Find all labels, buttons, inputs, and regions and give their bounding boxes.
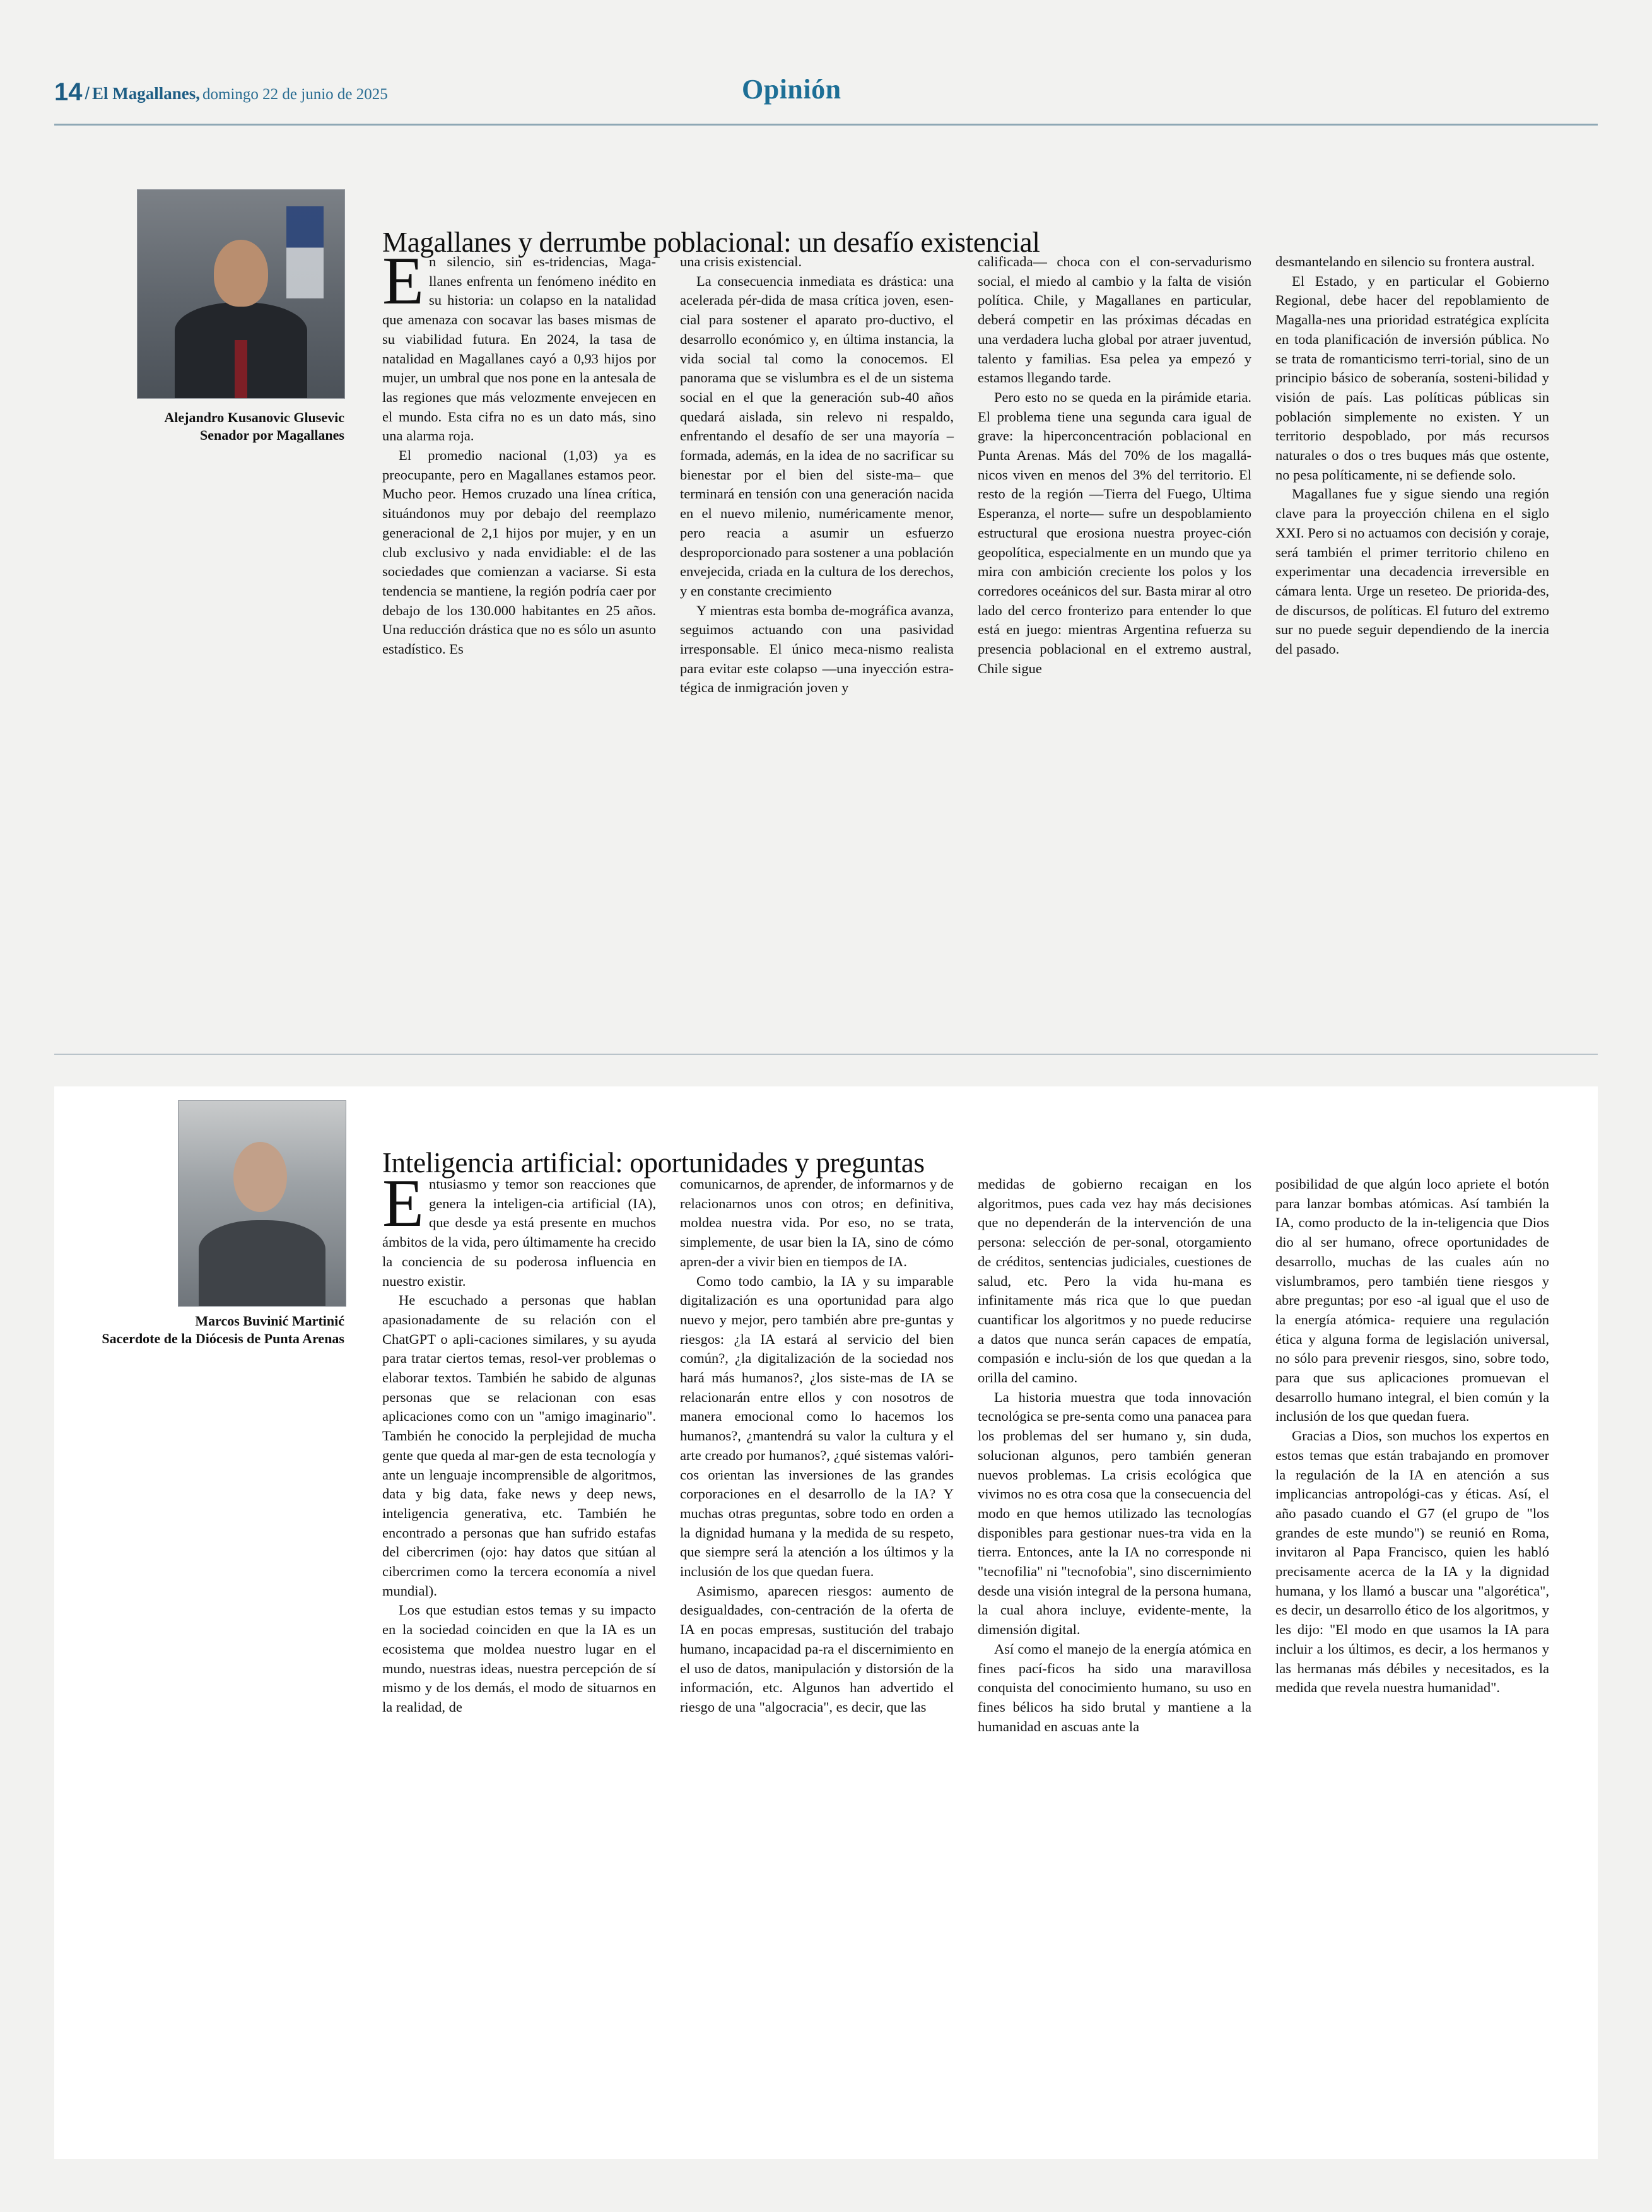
paragraph: La consecuencia inmediata es drástica: una acelerada pér-dida de masa crítica joven, esen-cial para sostener el aparato pro-ductivo, el desarrollo económico y, en última instancia, la vida social tal como la conocemos. El panorama que se vislumbra es el de un sistema social en el que la generación sub-40 años quedará aislada, sin relevo ni respaldo, enfrentando el desafío de ser una mayoría –formada, además, en la idea de no sacrificar su bienestar por el bien del siste-ma– que terminará en tensión con una generación nacida en el nuevo milenio, numéricamente menor, pero reacia a asumir un esfuerzo desproporcionado para sostener a una población envejecida, criada en la cultura de los derechos, y en constante crecimiento bbox=[680, 273, 954, 599]
section-title: Opinión bbox=[742, 74, 841, 105]
article-opinion-2 bbox=[54, 1086, 1598, 2159]
paragraph-text: ntusiasmo y temor son reacciones que genera la inteligen-cia artificial (IA), que desde ya está presente en muchos ámbitos de la vida, pero últimamente ha crecido la conciencia de su poderosa influencia en nuestro existir. bbox=[382, 1176, 656, 1289]
column-2 bbox=[680, 252, 954, 698]
paragraph: Los que estudian estos temas y su impacto en la sociedad coinciden en que la IA es un ecosistema que moldea nuestro lugar en el mundo, nuestras ideas, nuestra percepción de sí mismo y de los demás, el modo de situarnos en la realidad, de bbox=[382, 1602, 656, 1715]
paragraph: Así como el manejo de la energía atómica en fines pací-ficos ha sido una maravillosa conquista del conocimiento humano, su uso en fines bélicos ha sido brutal y mantiene a la humanidad en ascuas ante la bbox=[978, 1640, 1251, 1734]
folio-line bbox=[54, 78, 388, 107]
column-1 bbox=[382, 244, 656, 698]
paragraph: Pero esto no se queda en la pirámide etaria. El problema tiene una segunda cara igual de grave: la hiperconcentración poblacional en Punta Arenas. Más del 70% de los magallá-nicos viven en menos del 3% del territorio. El resto de la región —Tierra del Fuego, Ultima Esperanza, el norte— sufre un despoblamiento estructural que erosiona nuestra proyec-ción geopolítica, especialmente en un mundo que ya mira con ambición creciente los polos y los corredores oceánicos del sur. Basta mirar al otro lado del cerco fronterizo para entender lo que está en juego: mientras Argentina refuerza su presencia poblacional en el extremo austral, Chile sigue bbox=[978, 389, 1251, 676]
column-1 bbox=[382, 1166, 656, 1736]
column-3 bbox=[978, 1175, 1251, 1736]
paragraph: He escuchado a personas que hablan apasionadamente de su relación con el ChatGPT o apli-caciones similares, y su ayuda para tratar ciertos temas, resol-ver problemas o elaborar textos. También he sabido de algunas personas que se relacionan con esas aplicaciones como con un "amigo imaginario". También he conocido la perplejidad de mucha gente que queda al mar-gen de esta tecnología y ante un lenguaje incomprensible de algoritmos, data y big data, fake news y deep news, inteligencia generativa, etc. También he encontrado a personas que han sufrido estafas del cibercrimen (ojo: hay datos que sitúan al cibercrimen como la tercera economía a nivel mundial). bbox=[382, 1292, 656, 1599]
author-byline bbox=[92, 409, 344, 444]
paragraph: Magallanes fue y sigue siendo una región clave para la proyección chilena en el siglo XXI. Pero si no actuamos con decisión y coraje, será también el primer territorio chileno en experimentar una decadencia irreversible en cámara lenta. Urge un reseteo. De priorida-des, de discursos, de políticas. El futuro del extremo sur no puede seguir dependiendo de la inercia del pasado. bbox=[1275, 486, 1549, 657]
author-role: Sacerdote de la Diócesis de Punta Arenas bbox=[102, 1330, 344, 1346]
paragraph: Y mientras esta bomba de-mográfica avanza, seguimos actuando con una pasividad irresponsable. El único meca-nismo realista para evitar este colapso —una inyección estra-tégica de inmigración joven y bbox=[680, 602, 954, 696]
page-number: 14 bbox=[54, 78, 83, 106]
publication-date: domingo 22 de junio de 2025 bbox=[202, 86, 388, 103]
paragraph bbox=[382, 244, 656, 446]
article-body bbox=[382, 244, 1600, 698]
author-photo bbox=[178, 1100, 346, 1307]
drop-cap: E bbox=[382, 1166, 424, 1241]
author-byline bbox=[79, 1312, 344, 1347]
article-body bbox=[382, 1166, 1600, 1736]
paragraph: posibilidad de que algún loco apriete el botón para lanzar bombas atómicas. Así también la IA, como producto de la in-teligencia que Dios dio al ser humano, ofrece oportunidades de desarrollo, muchas de las cuales aún no vislumbramos, pero también tiene riesgos y abre preguntas; por eso -al igual que el uso de la energía atómica- requiere una regulación ética y alguna forma de legislación universal, no sólo para prevenir riesgos, sino, sobre todo, para que sus aplicaciones promuevan el desarrollo humano integral, el bien común y la inclusión de los que quedan fuera. bbox=[1275, 1176, 1549, 1425]
article-headline: Inteligencia artificial: oportunidades y preguntas bbox=[382, 1147, 925, 1179]
paragraph: una crisis existencial. bbox=[680, 254, 802, 269]
paragraph: Gracias a Dios, son muchos los expertos en estos temas que están trabajando en promover la regulación de la IA en atención a sus implicancias antropológi-cas y éticas. Así, el año pasado cuando el G7 (el grupo de "los grandes de este mundo") se reunió en Roma, invitaron al Papa Francisco, quien les habló precisamente acerca de la IA y la dignidad humana, y los llamó a buscar una "algorética", es decir, un desarrollo ético de los algoritmos, y les dijo: "El modo en que usamos la IA para incluir a los últimos, es decir, a los hermanos y las hermanas más débiles y necesitados, es la medida que revela nuestra humanidad". bbox=[1275, 1428, 1549, 1696]
paragraph: medidas de gobierno recaigan en los algoritmos, pues cada vez hay más decisiones que no dependerán de la intervención de una persona: selección de per-sonal, otorgamiento de créditos, sentencias judiciales, cuestiones de salud, etc. Pero la vida hu-mana es infinitamente más rica que lo que puedan cuantificar los algoritmos y no puede reducirse a datos que nunca serán capaces de empatía, compasión e inclu-sión de los que quedan a la orilla del camino. bbox=[978, 1176, 1251, 1386]
author-photo bbox=[137, 189, 345, 399]
paragraph: desmantelando en silencio su frontera austral. bbox=[1275, 254, 1535, 269]
paragraph: Asimismo, aparecen riesgos: aumento de desigualdades, con-centración de la oferta de IA en pocas empresas, sustitución del trabajo humano, incapacidad pa-ra el discernimiento en el uso de datos, manipulación y distorsión de la información, etc. Algunos han advertido el riesgo de una "algocracia", es decir, que las bbox=[680, 1582, 954, 1715]
article-headline: Magallanes y derrumbe poblacional: un desafío existencial bbox=[382, 226, 1040, 259]
column-4 bbox=[1275, 1175, 1549, 1736]
column-3 bbox=[978, 252, 1251, 698]
author-name: Marcos Buvinić Martinić bbox=[195, 1313, 344, 1329]
article-divider bbox=[54, 1054, 1598, 1055]
masthead bbox=[54, 74, 1598, 119]
paragraph bbox=[382, 1166, 656, 1291]
paragraph: comunicarnos, de aprender, de informarnos y de relacionarnos unos con otros; en definitiva, moldea nuestra vida. Por eso, no se trata, simplemente, de usar bien la IA, sino de cómo apren-der a vivir bien en tiempos de IA. bbox=[680, 1176, 954, 1269]
folio-separator: / bbox=[85, 84, 90, 103]
masthead-divider bbox=[54, 124, 1598, 126]
column-4 bbox=[1275, 252, 1549, 698]
author-role: Senador por Magallanes bbox=[200, 427, 344, 443]
paragraph: calificada— choca con el con-servadurismo social, el miedo al cambio y la falta de visión política. Chile, y Magallanes en particular, deberá competir en las próximas décadas en una verdadera lucha global por atraer juventud, talento y familias. Esa pelea ya empezó y estamos llegando tarde. bbox=[978, 254, 1251, 386]
paragraph-text: n silencio, sin es-tridencias, Maga-llanes enfrenta un fenómeno inédito en su historia: un colapso en la natalidad que amenaza con socavar las bases mismas de su viabilidad futura. En 2024, la tasa de natalidad en Magallanes cayó a 0,93 hijos por mujer, un umbral que nos pone en la antesala de las regiones que más velozmente envejecen en el mundo. Esta cifra no es un dato más, sino una alarma roja. bbox=[382, 254, 656, 444]
paragraph: El Estado, y en particular el Gobierno Regional, debe hacer del repoblamiento de Magalla-nes una prioridad estratégica explícita en toda planificación de inversión pública. No se trata de romanticismo terri-torial, sino de un principio básico de soberanía, sosteni-bilidad y visión de país. Las políticas públicas sin población simplemente no existen. Y un territorio despoblado, por más recursos naturales o dos o tres buques más que ostente, no pesa políticamente, ni se defiende solo. bbox=[1275, 273, 1549, 483]
paragraph: El promedio nacional (1,03) ya es preocupante, pero en Magallanes estamos peor. Mucho peor. Hemos cruzado una línea crítica, situándonos muy por debajo del reemplazo generacional de 2,1 hijos por mujer, y en un club exclusivo y nada envidiable: el de las sociedades que comienzan a vaciarse. Si esta tendencia se mantiene, la región podría caer por debajo de los 130.000 habitantes en 25 años. Una reducción drástica que no es sólo un asunto estadístico. Es bbox=[382, 447, 656, 657]
column-2 bbox=[680, 1175, 954, 1736]
publication-name: El Magallanes, bbox=[92, 84, 201, 103]
author-name: Alejandro Kusanovic Glusevic bbox=[164, 409, 344, 425]
paragraph: Como todo cambio, la IA y su imparable digitalización es una oportunidad para algo nuevo y mejor, pero también abre pre-guntas y riesgos: ¿la IA estará al servicio del bien común?, ¿la digitalización de la sociedad nos hará más humanos?, ¿los siste-mas de IA se relacionarán entre ellos y con nosotros de manera emocional como lo hacemos los humanos?, ¿mantendrá su valor la cultura y el arte creado por humanos?, ¿qué sistemas valóri-cos orientan las inversiones de las grandes corporaciones en el desarrollo de la IA? Y muchas otras preguntas, sobre todo en orden a la dignidad humana y la medida de su respeto, que siempre será la atención a los últimos y la inclusión de los que quedan fuera. bbox=[680, 1273, 954, 1580]
paragraph: La historia muestra que toda innovación tecnológica se pre-senta como una panacea para los problemas del ser humano y, sin duda, solucionan algunos, pero también generan nuevos problemas. La crisis ecológica que vivimos no es otra cosa que la consecuencia del modo en que hemos utilizado las tecnologías disponibles para gestionar nues-tra vida en la tierra. Entonces, ante la IA no corresponde ni "tecnofilia" ni "tecnofobia", sino discernimiento desde una visión integral de la persona humana, la cual ahora incluye, evidente-mente, la dimensión digital. bbox=[978, 1389, 1251, 1638]
drop-cap: E bbox=[382, 244, 424, 319]
